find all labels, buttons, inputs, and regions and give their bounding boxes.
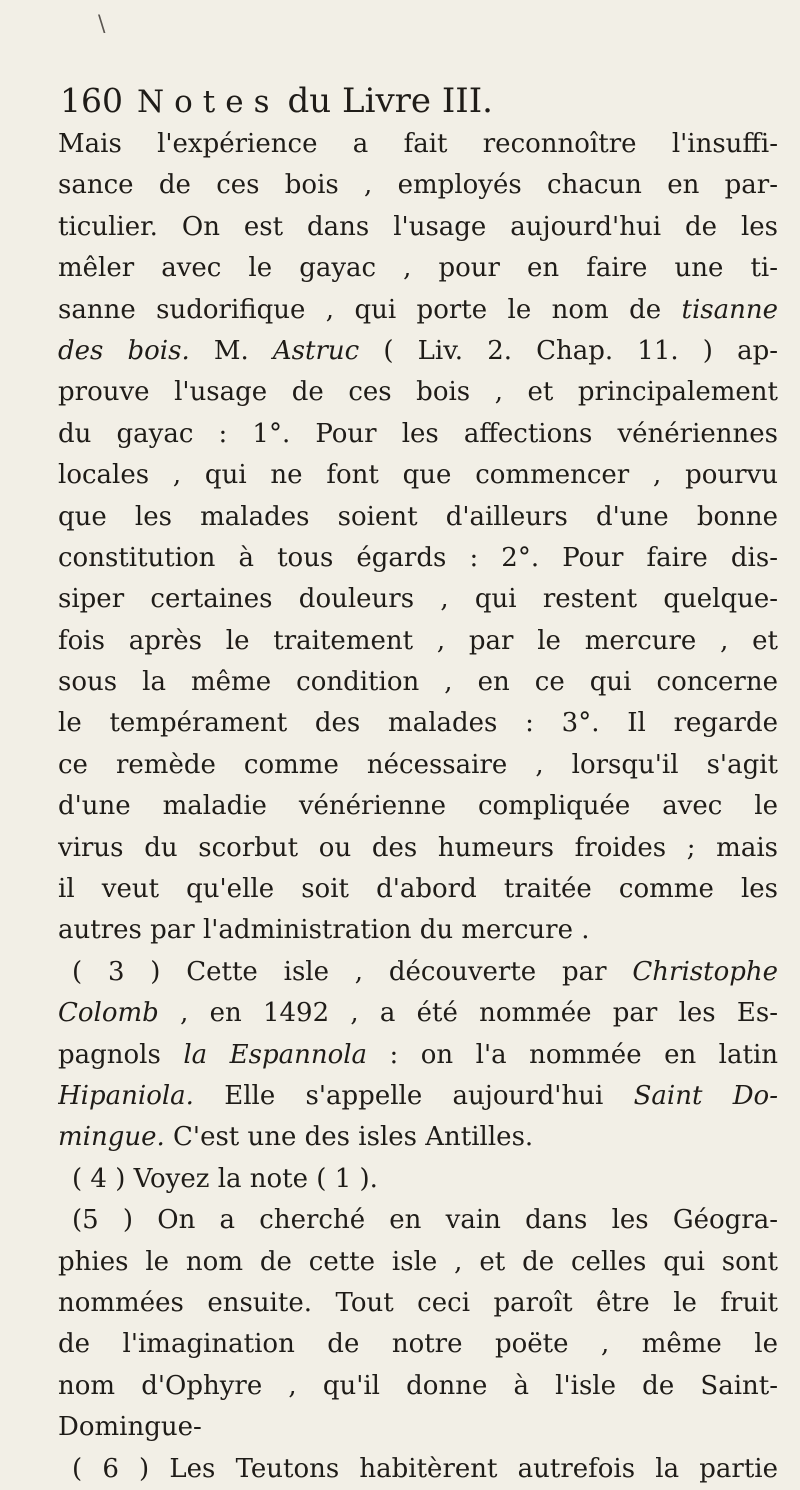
text-line: sous la même condition , en ce qui concerne (58, 667, 778, 698)
text-line: phies le nom de cette isle , et de celles qui sont (58, 1246, 778, 1277)
text-line: des bois. M. Astruc ( Liv. 2. Chap. 11. ) ap- (58, 335, 778, 366)
text-line: mingue. C'est une des isles Antilles. (58, 1122, 534, 1153)
footnote-5: (5 ) On a cherché en vain dans les Géogra- (72, 1205, 778, 1236)
text-line: Hipaniola. Elle s'appelle aujourd'hui Saint Do- (58, 1080, 778, 1111)
text-line: Mais l'expérience a fait reconnoître l'insuffi- (58, 129, 778, 159)
running-header (60, 78, 760, 124)
text-line: Domingue- (58, 1412, 202, 1443)
footnote-3: ( 3 ) Cette isle , découverte par Christophe (72, 956, 778, 987)
text-line: ce remède comme nécessaire , lorsqu'il s'agit (58, 749, 778, 780)
text-line: Colomb , en 1492 , a été nommée par les Es- (58, 998, 778, 1029)
header-title-notes: Notes (137, 84, 280, 120)
text-line: de l'imagination de notre poëte , même le (58, 1329, 778, 1360)
text-line: nom d'Ophyre , qu'il donne à l'isle de Saint- (58, 1370, 778, 1401)
body-text (58, 124, 778, 1490)
text-line: locales , qui ne font que commencer , pourvu (58, 460, 778, 491)
text-line: le tempérament des malades : 3°. Il regarde (58, 708, 778, 739)
text-line: pagnols la Espannola : on l'a nommée en latin (58, 1039, 778, 1070)
text-line: il veut qu'elle soit d'abord traitée comme les (58, 874, 778, 905)
text-line: constitution à tous égards : 2°. Pour faire dis- (58, 542, 778, 573)
text-line: ticulier. On est dans l'usage aujourd'hui de les (58, 211, 778, 242)
header-title-book: du Livre III. (287, 81, 493, 121)
text-line: nommées ensuite. Tout ceci paroît être le fruit (58, 1287, 778, 1318)
text-line: fois après le traitement , par le mercure , et (58, 625, 778, 656)
footnote-4: ( 4 ) Voyez la note ( 1 ). (72, 1163, 378, 1194)
text-line: sanne sudorifique , qui porte le nom de tisanne (58, 294, 778, 325)
text-line: que les malades soient d'ailleurs d'une bonne (58, 501, 778, 532)
text-line: sance de ces bois , employés chacun en par- (58, 170, 778, 201)
page-number: 160 (60, 81, 123, 120)
stray-mark: \ (98, 12, 106, 37)
text-line: prouve l'usage de ces bois , et principalement (58, 377, 778, 408)
text-line: d'une maladie vénérienne compliquée avec le (58, 791, 778, 822)
text-line: siper certaines douleurs , qui restent quelque- (58, 584, 778, 615)
text-line: mêler avec le gayac , pour en faire une ti- (58, 253, 778, 284)
text-line: autres par l'administration du mercure . (58, 915, 590, 946)
text-line: du gayac : 1°. Pour les affections vénériennes (58, 418, 778, 449)
footnote-6: ( 6 ) Les Teutons habitèrent autrefois la partie (72, 1453, 778, 1484)
text-line: virus du scorbut ou des humeurs froides ; mais (58, 832, 778, 863)
